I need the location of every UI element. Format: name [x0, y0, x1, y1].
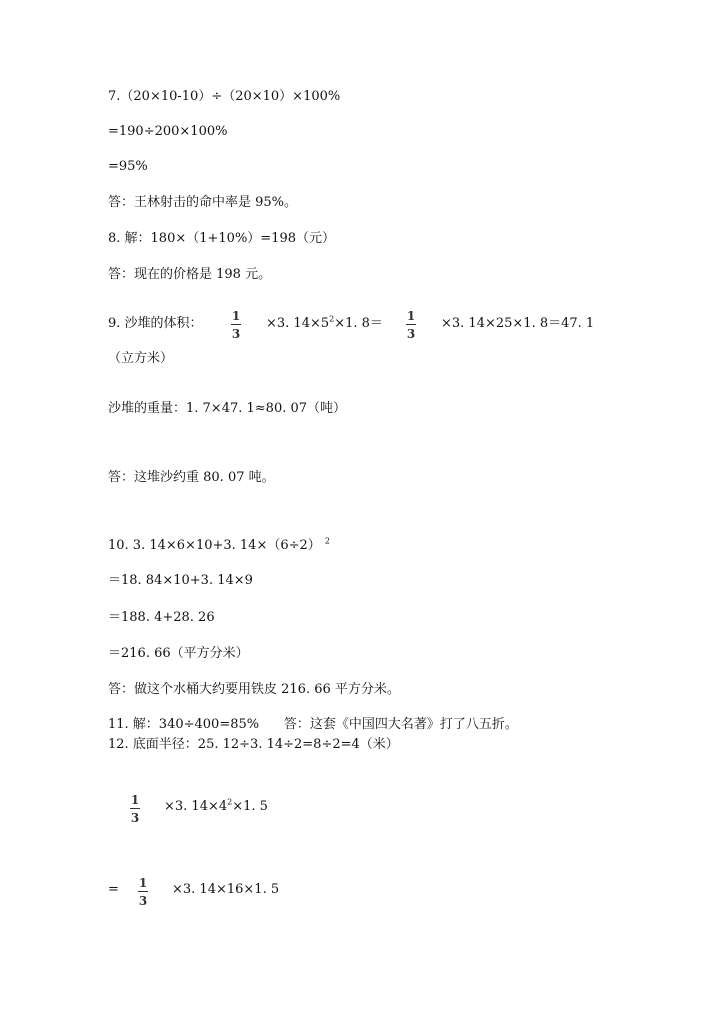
q9-label: 9. 沙堆的体积： [108, 316, 203, 331]
q7-line3: =95% [108, 159, 148, 174]
q10-line4: ＝216. 66（平方分米） [108, 646, 249, 661]
q7-line1: 7.（20×10-10）÷（20×10）×100% [108, 89, 341, 104]
q10-answer: 答：做这个水桶大约要用铁皮 216. 66 平方分米。 [108, 682, 400, 697]
fraction-one-third: 1 3 [130, 793, 140, 825]
q10-line3: ＝188. 4+28. 26 [108, 610, 215, 625]
fraction-one-third: 1 3 [231, 309, 241, 341]
q7-answer: 答：王林射击的命中率是 95%。 [108, 195, 298, 210]
fraction-one-third: 1 3 [406, 309, 416, 341]
q12-volume-line1: ×3. $14\times 4^2\times 1$. 5 [164, 797, 268, 814]
q12-volume-line2: ×3. 14×16×1. 5 [172, 882, 280, 897]
q7-line2: =190÷200×100% [108, 124, 228, 139]
q9-weight: 沙堆的重量：1. 7×47. 1≈80. 07（吨） [108, 401, 347, 416]
q9-answer: 答：这堆沙约重 80. 07 吨。 [108, 470, 275, 485]
q12-radius: 12. 底面半径：25. 12÷3. 14÷2=8÷2=4（米） [108, 737, 399, 752]
q8-solution: 8. 解：180×（1+10%）=198（元） [108, 231, 336, 246]
q9-unit: （立方米） [108, 351, 174, 366]
q8-answer: 答：现在的价格是 198 元。 [108, 267, 272, 282]
q9-expr-part2: ×3. 14×25×1. 8＝47. 1 [441, 316, 595, 331]
q10-line2: ＝18. 84×10+3. 14×9 [108, 573, 253, 588]
q10-line1: 10. 3. 14×6×10+3. 14×（6÷2） $^2$ [108, 536, 331, 553]
fraction-one-third: 1 3 [138, 876, 148, 908]
q11-solution-answer: 11. 解：340÷400=85% 答：这套《中国四大名著》打了八五折。 [108, 717, 518, 732]
q9-expr-part1: ×3. $14\times 5^2\times 1$. 8＝ [266, 314, 383, 331]
q12-equals-sign: = [108, 882, 119, 897]
